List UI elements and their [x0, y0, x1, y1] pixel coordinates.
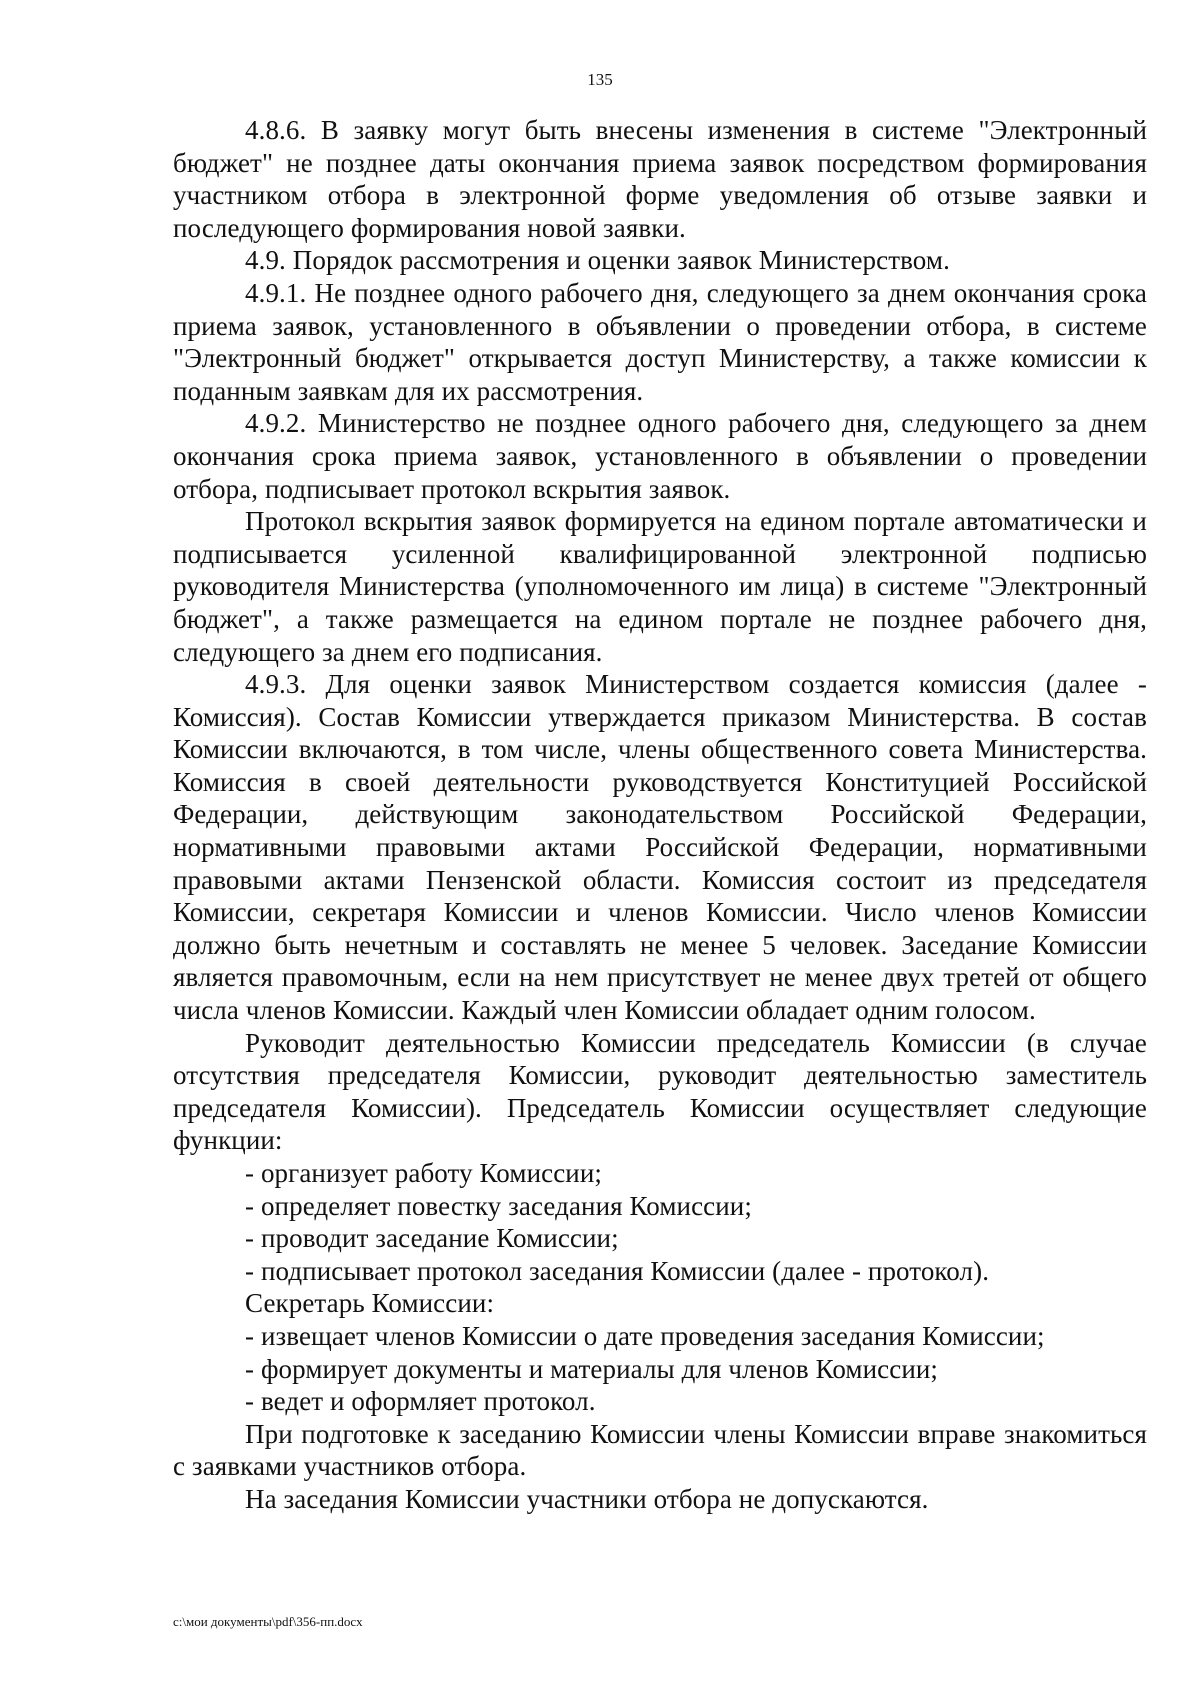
page-number: 135 — [587, 70, 613, 89]
list-item: - определяет повестку заседания Комиссии; — [245, 1190, 752, 1221]
heading-4-9: 4.9. Порядок рассмотрения и оценки заявок Министерством. — [245, 245, 950, 276]
list-item: - проводит заседание Комиссии; — [245, 1223, 619, 1254]
paragraph-secretary: Секретарь Комиссии: — [245, 1288, 495, 1319]
paragraph-4-8-6: 4.8.6. В заявку могут быть внесены изменения в системе "Электронный бюджет" не позднее даты окончания приема заявок посредством формирования участником отбора в электронной форме уведомления об отзыве заявки и последующего формирования новой заявки. — [173, 115, 1147, 243]
list-item: - подписывает протокол заседания Комиссии (далее - протокол). — [245, 1255, 990, 1286]
list-item: - извещает членов Комиссии о дате проведения заседания Комиссии; — [245, 1320, 1045, 1351]
paragraph-preparation: При подготовке к заседанию Комиссии члены Комиссии вправе знакомиться с заявками участников отбора. — [173, 1418, 1147, 1482]
list-item: - организует работу Комиссии; — [245, 1158, 602, 1188]
paragraph-4-9-1: 4.9.1. Не позднее одного рабочего дня, следующего за днем окончания срока приема заявок, установленного в объявлении о проведении отбора, в системе "Электронный бюджет" открывается доступ Министерству, а также комиссии к поданным заявкам для их рассмотрения. — [173, 277, 1147, 406]
paragraph-4-9-2: 4.9.2. Министерство не позднее одного рабочего дня, следующего за днем окончания срока приема заявок, установленного в объявлении о проведении отбора, подписывает протокол вскрытия заявок. — [173, 408, 1147, 504]
paragraph-participants: На заседания Комиссии участники отбора не допускаются. — [245, 1483, 929, 1514]
footer-file-path: c:\мои документы\pdf\356-пп.docx — [173, 1614, 363, 1629]
paragraph-protocol: Протокол вскрытия заявок формируется на едином портале автоматически и подписывается усиленной квалифицированной электронной подписью руководителя Министерства (уполномоченного им лица) в системе "Электронный бюджет", а также размещается на едином портале не позднее рабочего дня, следующего за днем его подписания. — [173, 506, 1147, 667]
list-item: - формирует документы и материалы для членов Комиссии; — [245, 1353, 939, 1384]
paragraph-4-9-3: 4.9.3. Для оценки заявок Министерством создается комиссия (далее - Комиссия). Состав Комиссии утверждается приказом Министерства. В состав Комиссии включаются, в том числе, члены общественного совета Министерства. Комиссия в своей деятельности руководствуется Конституцией Российской Федерации, действующим законодательством Российской Федерации, нормативными правовыми актами Российской Федерации, нормативными правовыми актами Пензенской области. Комиссия состоит из председателя Комиссии, секретаря Комиссии и членов Комиссии. Число членов Комиссии должно быть нечетным и составлять не менее 5 человек. Заседание Комиссии является правомочным, если на нем присутствует не менее двух третей от общего числа членов Комиссии. Каждый член Комиссии обладает одним голосом. — [173, 669, 1147, 1026]
paragraph-chairman: Руководит деятельностью Комиссии председатель Комиссии (в случае отсутствия председателя Комиссии, руководит деятельностью заместитель председателя Комиссии). Председатель Комиссии осуществляет следующие функции: — [173, 1027, 1147, 1156]
list-item: - ведет и оформляет протокол. — [245, 1386, 596, 1417]
body-text — [173, 114, 1147, 1516]
